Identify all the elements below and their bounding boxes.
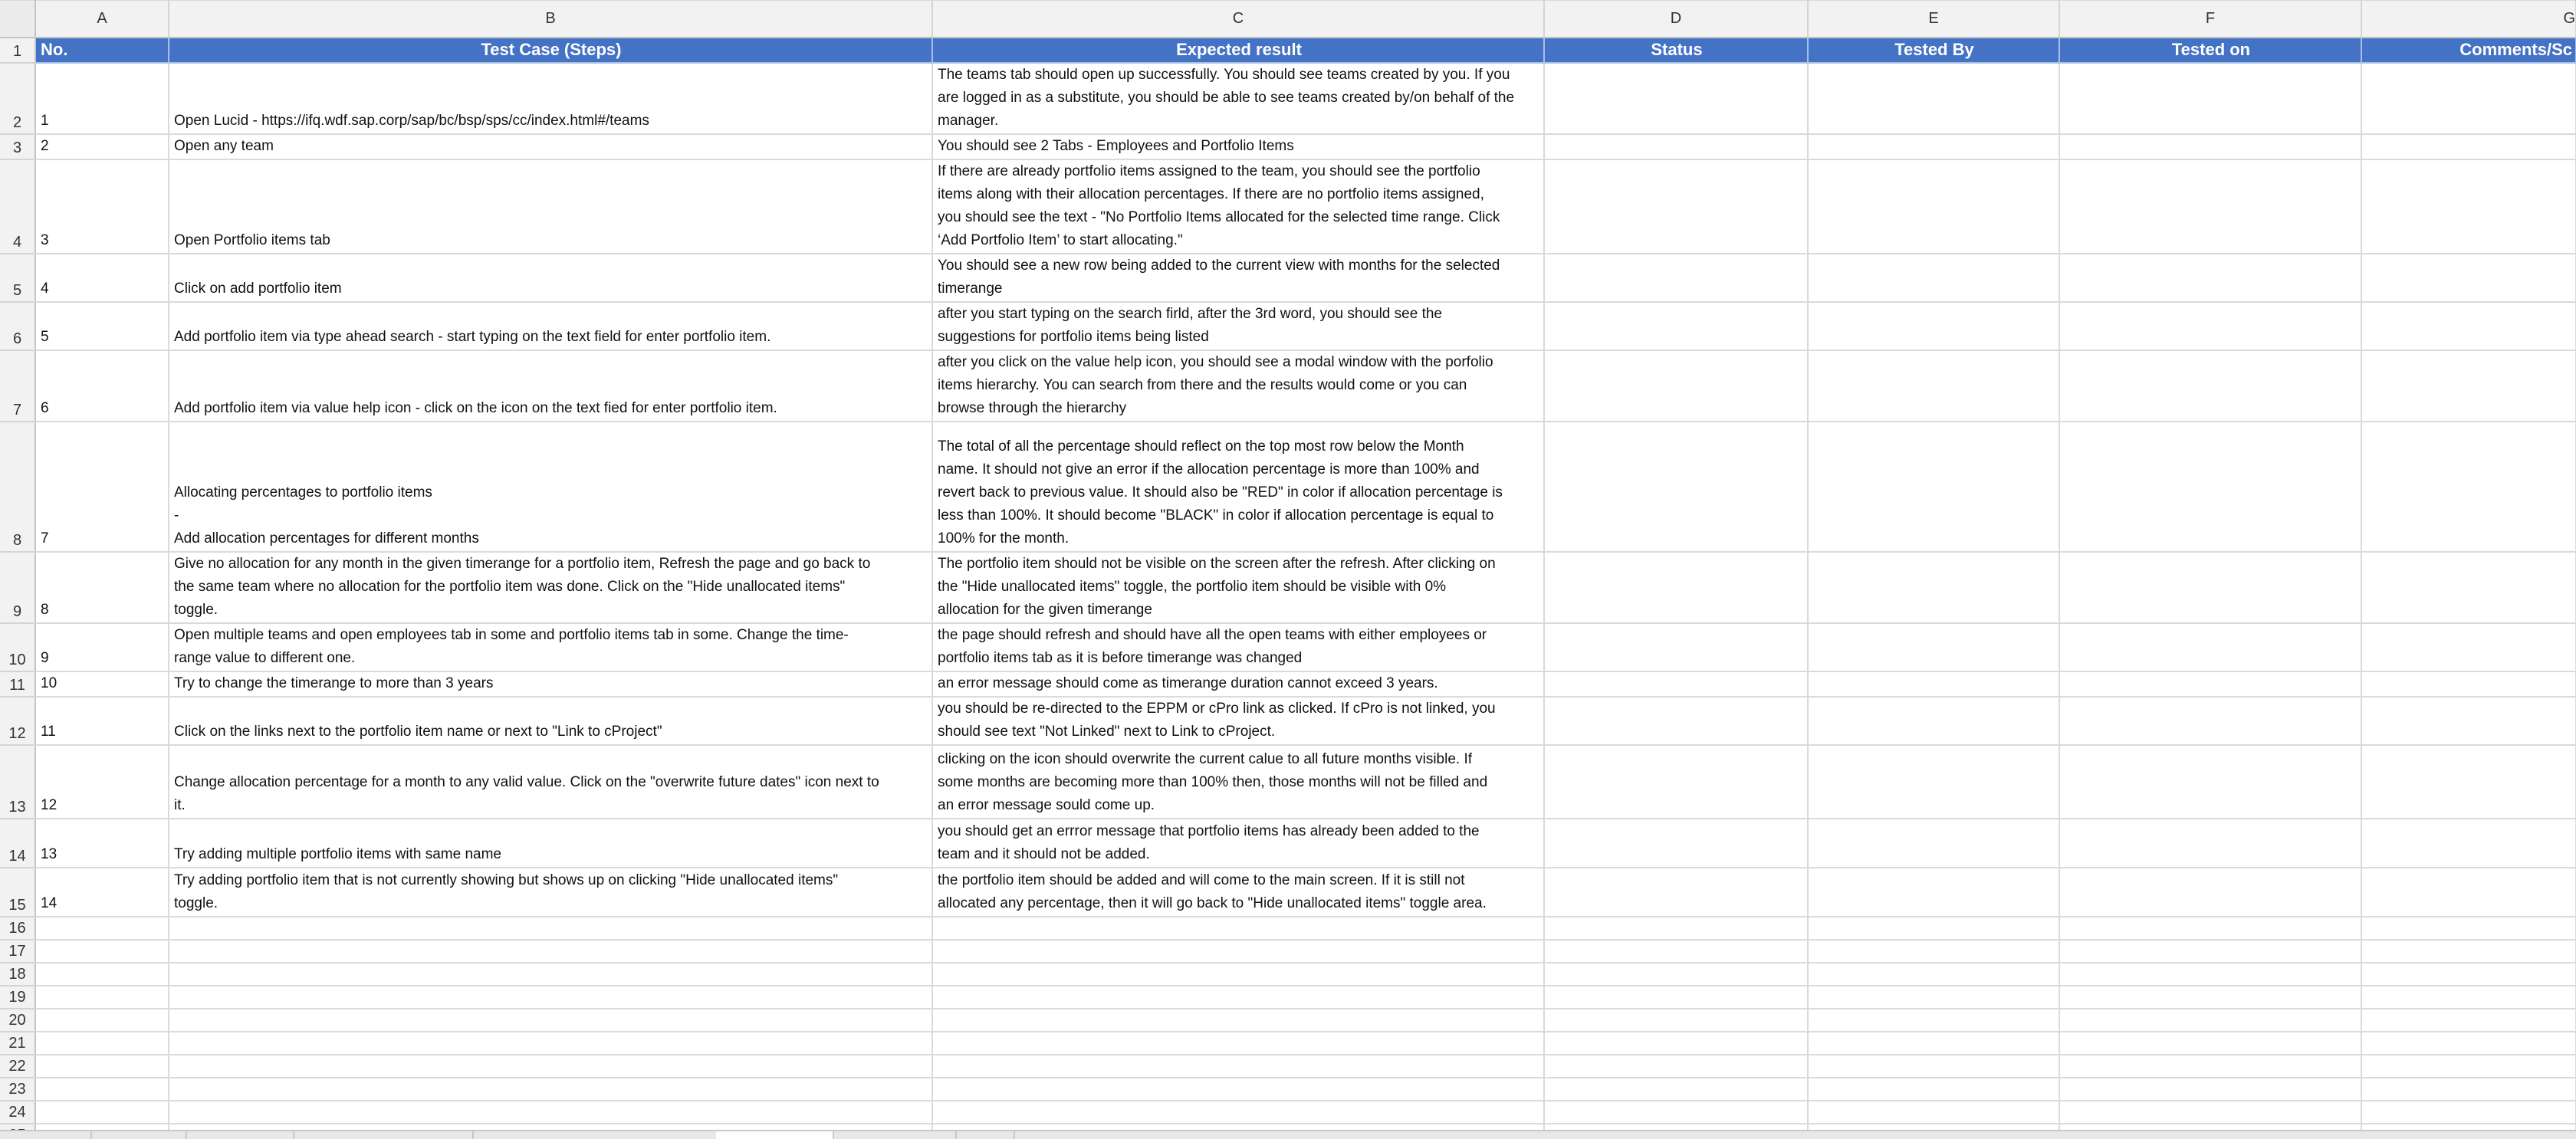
- empty-cell[interactable]: [1808, 940, 2059, 963]
- empty-cell[interactable]: [169, 1055, 932, 1078]
- row-number[interactable]: 18: [0, 963, 35, 986]
- cell-tested-on[interactable]: [2059, 745, 2361, 819]
- cell-comments[interactable]: [2361, 552, 2576, 623]
- empty-cell[interactable]: [169, 917, 932, 940]
- cell-text-line: allocated any percentage, then it will go back to "Hide unallocated items" toggle area.: [938, 894, 1487, 911]
- empty-cell[interactable]: [169, 1032, 932, 1055]
- cell-expected-result[interactable]: [932, 745, 1544, 819]
- column-header-e[interactable]: E: [1808, 1, 2059, 38]
- cell-tested-on[interactable]: [2059, 350, 2361, 422]
- row-number[interactable]: 11: [0, 671, 35, 697]
- empty-cell[interactable]: [2361, 1032, 2576, 1055]
- table-row: [0, 671, 2576, 697]
- cell-text-line: browse through the hierarchy: [938, 399, 1127, 416]
- empty-cell[interactable]: [35, 986, 169, 1009]
- empty-cell[interactable]: [2059, 1032, 2361, 1055]
- cell-text-line: suggestions for portfolio items being listed: [938, 328, 1209, 345]
- header-cell-comments[interactable]: Comments/Sc: [2361, 38, 2576, 63]
- cell-text-line: Click on add portfolio item: [174, 280, 342, 297]
- cell-test-case[interactable]: [169, 63, 932, 134]
- empty-cell[interactable]: [2059, 963, 2361, 986]
- empty-cell[interactable]: [2059, 1055, 2361, 1078]
- cell-test-case[interactable]: [169, 745, 932, 819]
- cell-expected-result[interactable]: [932, 623, 1544, 671]
- cell-test-case[interactable]: [169, 819, 932, 868]
- cell-tested-on[interactable]: [2059, 302, 2361, 350]
- cell-text-line: Change allocation percentage for a month to any valid value. Click on the "overwrite future dates" icon next to: [174, 773, 879, 790]
- empty-cell[interactable]: [35, 940, 169, 963]
- table-row: [0, 350, 2576, 422]
- table-row: [0, 254, 2576, 302]
- empty-cell[interactable]: [2059, 1009, 2361, 1032]
- cell-comments[interactable]: [2361, 63, 2576, 134]
- cell-text-line: Add portfolio item via value help icon - click on the icon on the text fied for enter portfolio item.: [174, 399, 777, 416]
- cell-text-line: Open any team: [174, 137, 274, 154]
- cell-text-line: toggle.: [174, 601, 219, 618]
- cell-status[interactable]: [1544, 350, 1808, 422]
- cell-text-line: Open Lucid - https://ifq.wdf.sap.corp/sap/bc/bsp/sps/cc/index.html#/teams: [174, 112, 649, 129]
- empty-cell[interactable]: [2059, 1101, 2361, 1124]
- empty-cell[interactable]: [35, 1078, 169, 1101]
- cell-no[interactable]: 8: [35, 552, 169, 623]
- cell-comments[interactable]: [2361, 623, 2576, 671]
- cell-no[interactable]: 10: [35, 671, 169, 697]
- cell-no[interactable]: 9: [35, 623, 169, 671]
- table-row: [0, 302, 2576, 350]
- cell-text-line: it.: [174, 796, 186, 813]
- cell-status[interactable]: [1544, 159, 1808, 254]
- cell-text-line: the portfolio item should be added and will come to the main screen. If it is still not: [938, 871, 1465, 888]
- cell-tested-by[interactable]: [1808, 350, 2059, 422]
- cell-text-line: revert back to previous value. It should also be "RED" in color if allocation percentage is: [938, 484, 1503, 501]
- cell-expected-result[interactable]: [932, 671, 1544, 697]
- row-number[interactable]: 15: [0, 868, 35, 917]
- empty-cell[interactable]: [932, 963, 1544, 986]
- cell-text-line: Open multiple teams and open employees tab in some and portfolio items tab in some. Change the time-: [174, 626, 849, 643]
- table-row: [0, 868, 2576, 917]
- empty-cell[interactable]: [1544, 986, 1808, 1009]
- cell-tested-on[interactable]: [2059, 552, 2361, 623]
- cell-text-line: after you click on the value help icon, you should see a modal window with the porfolio: [938, 353, 1493, 370]
- cell-text-line: are logged in as a substitute, you should be able to see teams created by/on behalf of the: [938, 89, 1515, 106]
- cell-status[interactable]: [1544, 745, 1808, 819]
- cell-text-line: You should see a new row being added to the current view with months for the selected: [938, 257, 1500, 274]
- cell-text-line: name. It should not give an error if the allocation percentage is more than 100% and: [938, 461, 1480, 478]
- cell-tested-by[interactable]: [1808, 745, 2059, 819]
- row-number[interactable]: 14: [0, 819, 35, 868]
- cell-tested-by[interactable]: [1808, 302, 2059, 350]
- cell-expected-result[interactable]: [932, 819, 1544, 868]
- empty-cell[interactable]: [35, 1009, 169, 1032]
- cell-text-line: the "Hide unallocated items" toggle, the portfolio item should be visible with 0%: [938, 578, 1447, 595]
- cell-status[interactable]: [1544, 63, 1808, 134]
- header-cell-tested-by[interactable]: Tested By: [1808, 38, 2059, 63]
- cell-text-line: items along with their allocation percentages. If there are no portfolio items assigned,: [938, 185, 1484, 202]
- row-number[interactable]: 22: [0, 1055, 35, 1078]
- cell-text-line: you should be re-directed to the EPPM or cPro link as clicked. If cPro is not linked, you: [938, 700, 1496, 717]
- empty-cell[interactable]: [2059, 940, 2361, 963]
- header-cell-expected-result[interactable]: Expected result: [932, 38, 1544, 63]
- empty-cell[interactable]: [2361, 917, 2576, 940]
- cell-text-line: Add allocation percentages for different months: [174, 530, 479, 547]
- empty-cell[interactable]: [2361, 1055, 2576, 1078]
- cell-text-line: ‘Add Portfolio Item’ to start allocating.": [938, 231, 1183, 248]
- cell-expected-result[interactable]: [932, 552, 1544, 623]
- empty-cell[interactable]: [2361, 1078, 2576, 1101]
- cell-test-case[interactable]: [169, 159, 932, 254]
- empty-row: [0, 1078, 2576, 1101]
- empty-cell[interactable]: [1544, 917, 1808, 940]
- cell-expected-result[interactable]: [932, 868, 1544, 917]
- cell-tested-on[interactable]: [2059, 671, 2361, 697]
- row-number[interactable]: 2: [0, 63, 35, 134]
- cell-no[interactable]: 3: [35, 159, 169, 254]
- cell-text-line: the page should refresh and should have all the open teams with either employees or: [938, 626, 1487, 643]
- empty-row: [0, 940, 2576, 963]
- cell-test-case[interactable]: [169, 697, 932, 745]
- cell-text-line: Open Portfolio items tab: [174, 231, 330, 248]
- table-row: [0, 63, 2576, 134]
- select-all-corner[interactable]: [0, 1, 35, 38]
- table-row: [0, 697, 2576, 745]
- empty-cell[interactable]: [1808, 963, 2059, 986]
- sheet-tab[interactable]: [955, 1131, 1015, 1139]
- cell-no[interactable]: 14: [35, 868, 169, 917]
- column-header-f[interactable]: F: [2059, 1, 2361, 38]
- cell-expected-result[interactable]: [932, 422, 1544, 552]
- sheet-tab[interactable]: [90, 1131, 187, 1139]
- sheet-tab[interactable]: [472, 1131, 718, 1139]
- cell-text-line: The portfolio item should not be visible on the screen after the refresh. After clicking on: [938, 555, 1496, 572]
- cell-comments[interactable]: [2361, 868, 2576, 917]
- cell-expected-result[interactable]: [932, 63, 1544, 134]
- empty-cell[interactable]: [169, 1101, 932, 1124]
- cell-comments[interactable]: [2361, 745, 2576, 819]
- row-number[interactable]: 1: [0, 38, 35, 63]
- cell-text-line: The total of all the percentage should reflect on the top most row below the Month: [938, 438, 1464, 455]
- row-number[interactable]: 4: [0, 159, 35, 254]
- cell-status[interactable]: [1544, 302, 1808, 350]
- empty-cell[interactable]: [1808, 1078, 2059, 1101]
- cell-text-line: the same team where no allocation for the portfolio item was done. Click on the "Hide unallocated items": [174, 578, 846, 595]
- cell-text-line: should see text "Not Linked" next to Link to cProject.: [938, 723, 1276, 740]
- cell-text-line: range value to different one.: [174, 649, 356, 666]
- cell-test-case[interactable]: [169, 350, 932, 422]
- cell-comments[interactable]: [2361, 302, 2576, 350]
- empty-cell[interactable]: [1808, 917, 2059, 940]
- cell-tested-by[interactable]: [1808, 868, 2059, 917]
- sheet-tab[interactable]: [0, 1131, 92, 1139]
- row-number[interactable]: 10: [0, 623, 35, 671]
- cell-tested-on[interactable]: [2059, 623, 2361, 671]
- empty-cell[interactable]: [1544, 940, 1808, 963]
- header-cell-no[interactable]: No.: [35, 38, 169, 63]
- empty-cell[interactable]: [2059, 986, 2361, 1009]
- empty-cell[interactable]: [2361, 940, 2576, 963]
- cell-text-line: items hierarchy. You can search from there and the results would come or you can: [938, 376, 1467, 393]
- cell-text-line: after you start typing on the search firld, after the 3rd word, you should see the: [938, 305, 1442, 322]
- cell-comments[interactable]: [2361, 422, 2576, 552]
- empty-cell[interactable]: [2059, 1078, 2361, 1101]
- empty-cell[interactable]: [169, 940, 932, 963]
- column-header-g[interactable]: G: [2361, 1, 2576, 38]
- cell-comments[interactable]: [2361, 350, 2576, 422]
- cell-text-line: timerange: [938, 280, 1003, 297]
- cell-comments[interactable]: [2361, 134, 2576, 159]
- cell-tested-by[interactable]: [1808, 254, 2059, 302]
- empty-cell[interactable]: [2059, 917, 2361, 940]
- empty-row: [0, 1009, 2576, 1032]
- empty-cell[interactable]: [1808, 986, 2059, 1009]
- cell-text-line: -: [174, 507, 179, 524]
- cell-text-line: clicking on the icon should overwrite the current calue to all future months visible. If: [938, 750, 1473, 767]
- empty-cell[interactable]: [2361, 963, 2576, 986]
- cell-test-case[interactable]: [169, 422, 932, 552]
- cell-text-line: team and it should not be added.: [938, 845, 1150, 862]
- cell-tested-by[interactable]: [1808, 552, 2059, 623]
- empty-row: [0, 1032, 2576, 1055]
- empty-row: [0, 1101, 2576, 1124]
- row-number[interactable]: 8: [0, 422, 35, 552]
- empty-cell[interactable]: [35, 1101, 169, 1124]
- cell-tested-by[interactable]: [1808, 623, 2059, 671]
- table-row: [0, 819, 2576, 868]
- sheet-tab[interactable]: [293, 1131, 474, 1139]
- cell-tested-on[interactable]: [2059, 422, 2361, 552]
- empty-cell[interactable]: [932, 1078, 1544, 1101]
- cell-test-case[interactable]: [169, 868, 932, 917]
- header-cell-tested-on[interactable]: Tested on: [2059, 38, 2361, 63]
- cell-tested-by[interactable]: [1808, 159, 2059, 254]
- cell-no[interactable]: 5: [35, 302, 169, 350]
- cell-no[interactable]: 7: [35, 422, 169, 552]
- empty-cell[interactable]: [1808, 1032, 2059, 1055]
- cell-expected-result[interactable]: [932, 254, 1544, 302]
- cell-test-case[interactable]: [169, 254, 932, 302]
- cell-status[interactable]: [1544, 134, 1808, 159]
- column-header-d[interactable]: D: [1544, 1, 1808, 38]
- cell-no[interactable]: 2: [35, 134, 169, 159]
- cell-text-line: Try adding multiple portfolio items with same name: [174, 845, 501, 862]
- cell-comments[interactable]: [2361, 671, 2576, 697]
- empty-cell[interactable]: [932, 1032, 1544, 1055]
- empty-cell[interactable]: [2361, 1101, 2576, 1124]
- empty-cell[interactable]: [169, 986, 932, 1009]
- row-number[interactable]: 16: [0, 917, 35, 940]
- cell-no[interactable]: 12: [35, 745, 169, 819]
- empty-cell[interactable]: [1808, 1055, 2059, 1078]
- row-number[interactable]: 24: [0, 1101, 35, 1124]
- cell-no[interactable]: 1: [35, 63, 169, 134]
- cell-text-line: Try adding portfolio item that is not currently showing but shows up on clicking "Hide unallocated items": [174, 871, 839, 888]
- empty-cell[interactable]: [169, 1009, 932, 1032]
- cell-comments[interactable]: [2361, 697, 2576, 745]
- cell-text-line: Try to change the timerange to more than 3 years: [174, 675, 494, 691]
- sheet-tab-active[interactable]: [716, 1131, 834, 1139]
- empty-cell[interactable]: [1544, 1055, 1808, 1078]
- sheet-tab-bar[interactable]: [0, 1130, 2576, 1139]
- cell-expected-result[interactable]: [932, 697, 1544, 745]
- header-cell-status[interactable]: Status: [1544, 38, 1808, 63]
- cell-expected-result[interactable]: [932, 350, 1544, 422]
- cell-expected-result[interactable]: [932, 302, 1544, 350]
- cell-no[interactable]: 4: [35, 254, 169, 302]
- cell-text-line: 100% for the month.: [938, 530, 1070, 547]
- cell-test-case[interactable]: [169, 134, 932, 159]
- empty-cell[interactable]: [932, 1101, 1544, 1124]
- cell-text-line: an error message sould come up.: [938, 796, 1155, 813]
- column-header-c[interactable]: C: [932, 1, 1544, 38]
- empty-cell[interactable]: [932, 917, 1544, 940]
- table-row: [0, 745, 2576, 819]
- cell-tested-by[interactable]: [1808, 422, 2059, 552]
- cell-text-line: allocation for the given timerange: [938, 601, 1152, 618]
- row-number[interactable]: 5: [0, 254, 35, 302]
- cell-text-line: Give no allocation for any month in the given timerange for a portfolio item, Refresh the page and go back to: [174, 555, 871, 572]
- table-row: [0, 159, 2576, 254]
- cell-status[interactable]: [1544, 552, 1808, 623]
- cell-text-line: some months are becoming more than 100% then, those months will not be filled and: [938, 773, 1488, 790]
- cell-text-line: toggle.: [174, 894, 219, 911]
- cell-status[interactable]: [1544, 254, 1808, 302]
- empty-row: [0, 917, 2576, 940]
- sheet-tab[interactable]: [833, 1131, 957, 1139]
- cell-no[interactable]: 13: [35, 819, 169, 868]
- cell-expected-result[interactable]: [932, 134, 1544, 159]
- cell-test-case[interactable]: [169, 671, 932, 697]
- cell-test-case[interactable]: [169, 552, 932, 623]
- empty-cell[interactable]: [1544, 1078, 1808, 1101]
- cell-text-line: Add portfolio item via type ahead search - start typing on the text field for enter portfolio item.: [174, 328, 771, 345]
- empty-cell[interactable]: [35, 917, 169, 940]
- table-row: [0, 552, 2576, 623]
- column-header-a[interactable]: A: [35, 1, 169, 38]
- empty-row: [0, 1055, 2576, 1078]
- cell-tested-on[interactable]: [2059, 159, 2361, 254]
- empty-cell[interactable]: [932, 940, 1544, 963]
- row-number[interactable]: 12: [0, 697, 35, 745]
- cell-status[interactable]: [1544, 422, 1808, 552]
- row-number[interactable]: 19: [0, 986, 35, 1009]
- empty-cell[interactable]: [169, 963, 932, 986]
- cell-text-line: If there are already portfolio items assigned to the team, you should see the portfolio: [938, 162, 1480, 179]
- table-row: [0, 623, 2576, 671]
- row-number[interactable]: 20: [0, 1009, 35, 1032]
- cell-no[interactable]: 11: [35, 697, 169, 745]
- cell-text-line: You should see 2 Tabs - Employees and Portfolio Items: [938, 137, 1294, 154]
- cell-expected-result[interactable]: [932, 159, 1544, 254]
- empty-cell[interactable]: [1808, 1009, 2059, 1032]
- cell-tested-on[interactable]: [2059, 697, 2361, 745]
- cell-comments[interactable]: [2361, 819, 2576, 868]
- cell-tested-by[interactable]: [1808, 671, 2059, 697]
- sheet-tab[interactable]: [186, 1131, 294, 1139]
- cell-comments[interactable]: [2361, 159, 2576, 254]
- cell-text-line: you should get an errror message that portfolio items has already been added to the: [938, 822, 1480, 839]
- empty-cell[interactable]: [1544, 1101, 1808, 1124]
- cell-no[interactable]: 6: [35, 350, 169, 422]
- column-header-row: [0, 1, 2576, 38]
- row-number[interactable]: 13: [0, 745, 35, 819]
- cell-status[interactable]: [1544, 623, 1808, 671]
- cell-tested-by[interactable]: [1808, 697, 2059, 745]
- table-row: [0, 134, 2576, 159]
- empty-cell[interactable]: [932, 986, 1544, 1009]
- empty-cell[interactable]: [35, 1032, 169, 1055]
- empty-cell[interactable]: [932, 1009, 1544, 1032]
- empty-cell[interactable]: [2361, 1009, 2576, 1032]
- cell-text-line: The teams tab should open up successfully. You should see teams created by you. If you: [938, 66, 1510, 83]
- cell-test-case[interactable]: [169, 623, 932, 671]
- empty-cell[interactable]: [35, 1055, 169, 1078]
- cell-text-line: less than 100%. It should become "BLACK" in color if allocation percentage is equal to: [938, 507, 1494, 524]
- cell-tested-on[interactable]: [2059, 134, 2361, 159]
- cell-tested-by[interactable]: [1808, 134, 2059, 159]
- table-row: [0, 422, 2576, 552]
- cell-tested-on[interactable]: [2059, 819, 2361, 868]
- cell-status[interactable]: [1544, 868, 1808, 917]
- cell-text-line: manager.: [938, 112, 999, 129]
- row-number[interactable]: 9: [0, 552, 35, 623]
- empty-cell[interactable]: [1544, 963, 1808, 986]
- row-number[interactable]: 23: [0, 1078, 35, 1101]
- empty-cell[interactable]: [932, 1055, 1544, 1078]
- cell-text-line: Click on the links next to the portfolio item name or next to "Link to cProject": [174, 723, 662, 740]
- cell-tested-on[interactable]: [2059, 868, 2361, 917]
- empty-cell[interactable]: [2361, 986, 2576, 1009]
- cell-tested-by[interactable]: [1808, 63, 2059, 134]
- cell-text-line: Allocating percentages to portfolio items: [174, 484, 432, 501]
- empty-cell[interactable]: [35, 963, 169, 986]
- empty-cell[interactable]: [1808, 1101, 2059, 1124]
- row-number[interactable]: 6: [0, 302, 35, 350]
- cell-tested-by[interactable]: [1808, 819, 2059, 868]
- cell-status[interactable]: [1544, 697, 1808, 745]
- cell-status[interactable]: [1544, 671, 1808, 697]
- cell-test-case[interactable]: [169, 302, 932, 350]
- empty-cell[interactable]: [1544, 1009, 1808, 1032]
- empty-cell[interactable]: [1544, 1032, 1808, 1055]
- empty-row: [0, 963, 2576, 986]
- cell-status[interactable]: [1544, 819, 1808, 868]
- cell-text-line: portfolio items tab as it is before timerange was changed: [938, 649, 1303, 666]
- cell-text-line: an error message should come as timerange duration cannot exceed 3 years.: [938, 675, 1438, 691]
- empty-row: [0, 986, 2576, 1009]
- cell-text-line: you should see the text - "No Portfolio Items allocated for the selected time range. Click: [938, 208, 1500, 225]
- row-number[interactable]: 17: [0, 940, 35, 963]
- cell-tested-on[interactable]: [2059, 63, 2361, 134]
- row-number[interactable]: 21: [0, 1032, 35, 1055]
- empty-cell[interactable]: [169, 1078, 932, 1101]
- row-number[interactable]: 3: [0, 134, 35, 159]
- row-number[interactable]: 7: [0, 350, 35, 422]
- cell-tested-on[interactable]: [2059, 254, 2361, 302]
- cell-comments[interactable]: [2361, 254, 2576, 302]
- table-header-row: [0, 38, 2576, 63]
- header-cell-test-case[interactable]: Test Case (Steps): [169, 38, 932, 63]
- column-header-b[interactable]: B: [169, 1, 932, 38]
